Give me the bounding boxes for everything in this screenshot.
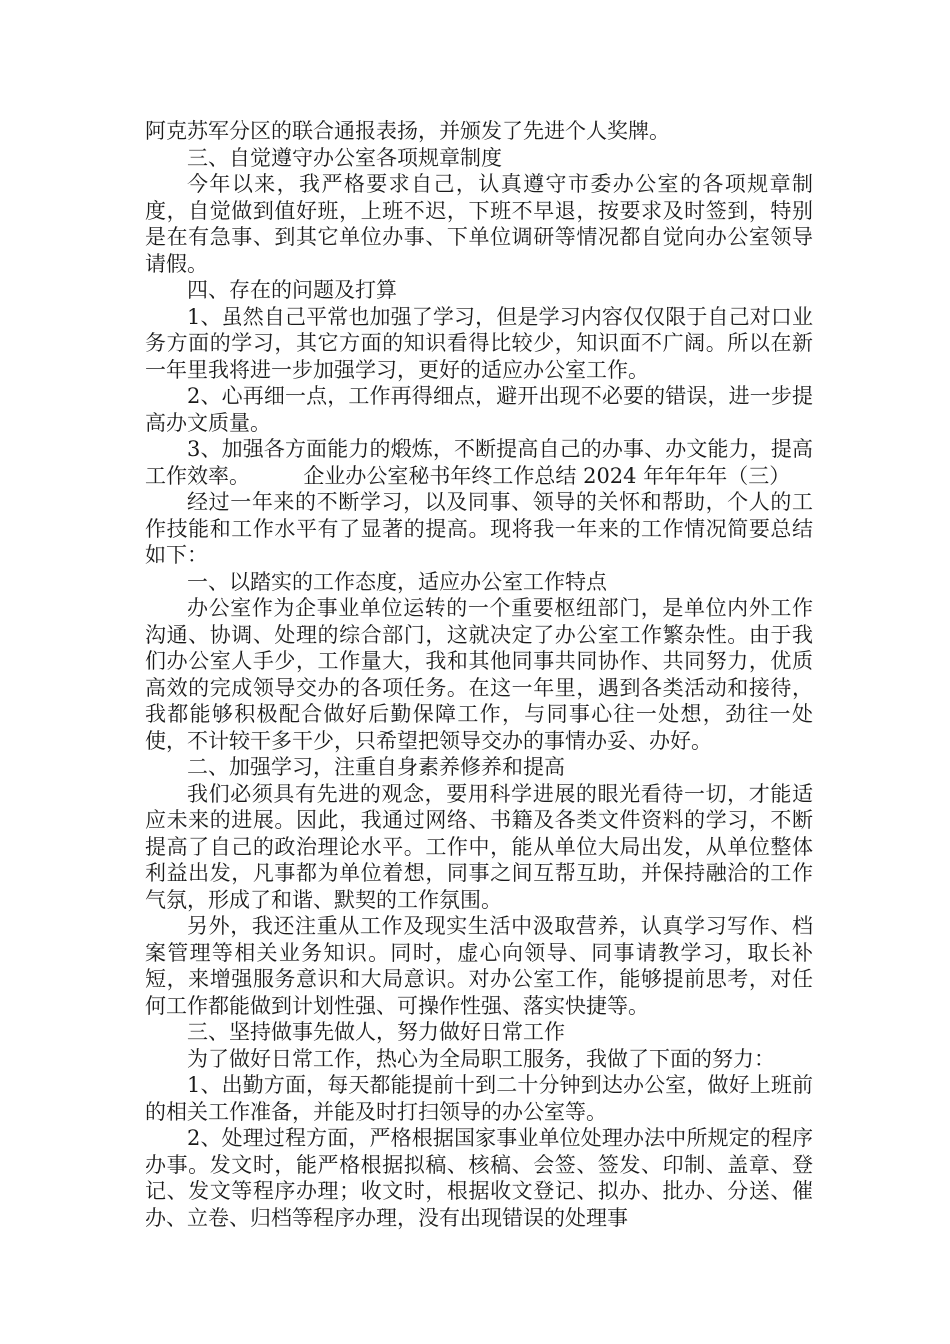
section-heading: 四、存在的问题及打算 [187,278,397,302]
paragraph: 1、出勤方面，每天都能提前十到二十分钟到达办公室，做好上班前的相关工作准备，并能及时打扫领导的办公室等。 [145,1073,813,1124]
paragraph: 2、心再细一点，工作再得细点，避开出现不必要的错误，进一步提高办文质量。 [145,384,813,435]
paragraph: 经过一年来的不断学习，以及同事、领导的关怀和帮助，个人的工作技能和工作水平有了显著的提高。现将我一年来的工作情况简要总结如下： [145,490,813,567]
paragraph: 今年以来，我严格要求自己，认真遵守市委办公室的各项规章制度，自觉做到值好班，上班不迟，下班不早退，按要求及时签到，特别是在有急事、到其它单位办事、下单位调研等情况都自觉向办公室领导请假。 [145,172,813,276]
paragraph: 阿克苏军分区的联合通报表扬，并颁发了先进个人奖牌。 [145,119,670,143]
paragraph: 另外，我还注重从工作及现实生活中汲取营养，认真学习写作、档案管理等相关业务知识。同时，虚心向领导、同事请教学习，取长补短，来增强服务意识和大局意识。对办公室工作，能够提前思考，对任何工作都能做到计划性强、可操作性强、落实快捷等。 [145,914,813,1018]
section-heading: 一、以踏实的工作态度，适应办公室工作特点 [187,569,607,594]
paragraph: 我们必须具有先进的观念，要用科学进展的眼光看待一切，才能适应未来的进展。因此，我通过网络、书籍及各类文件资料的学习，不断提高了自己的政治理论水平。工作中，能从单位大局出发，从单位整体利益出发，凡事都为单位着想，同事之间互帮互助，并保持融洽的工作气氛，形成了和谐、默契的工作氛围。 [145,781,813,912]
paragraph: 1、虽然自己平常也加强了学习，但是学习内容仅仅限于自己对口业务方面的学习，其它方面的知识看得比较少，知识面不广阔。所以在新一年里我将进一步加强学习，更好的适应办公室工作。 [145,304,813,382]
document-page [145,118,813,1231]
document-title [250,464,790,488]
section-heading: 二、加强学习，注重自身素养修养和提高 [187,755,565,779]
paragraph: 办公室作为企事业单位运转的一个重要枢纽部门，是单位内外工作沟通、协调、处理的综合部门，这就决定了办公室工作繁杂性。由于我们办公室人手少，工作量大，我和其他同事共同协作、共同努力，优质高效的完成领导交办的各项任务。在这一年里，遇到各类活动和接待，我都能够积极配合做好后勤保障工作，与同事心往一处想，劲往一处使，不计较干多干少，只希望把领导交办的事情办妥、办好。 [145,596,813,753]
document-title-text: 企业办公室秘书年终工作总结 2024 年年年年（三） [303,463,791,488]
paragraph [145,436,813,489]
section-heading: 三、坚持做事先做人，努力做好日常工作 [187,1020,565,1044]
section-heading: 三、自觉遵守办公室各项规章制度 [187,145,502,170]
paragraph: 为了做好日常工作，热心为全局职工服务，我做了下面的努力： [187,1046,775,1071]
paragraph-text: 3、加强各方面能力的煅炼，不断提高自己的办事、办文能力，提高工作效率。 [145,437,813,488]
paragraph: 2、处理过程方面，严格根据国家事业单位处理办法中所规定的程序办事。发文时，能严格根据拟稿、核稿、会签、签发、印制、盖章、登记、发文等程序办理；收文时，根据收文登记、拟办、批办、分送、催办、立卷、归档等程序办理，没有出现错误的处理事 [145,1126,813,1230]
